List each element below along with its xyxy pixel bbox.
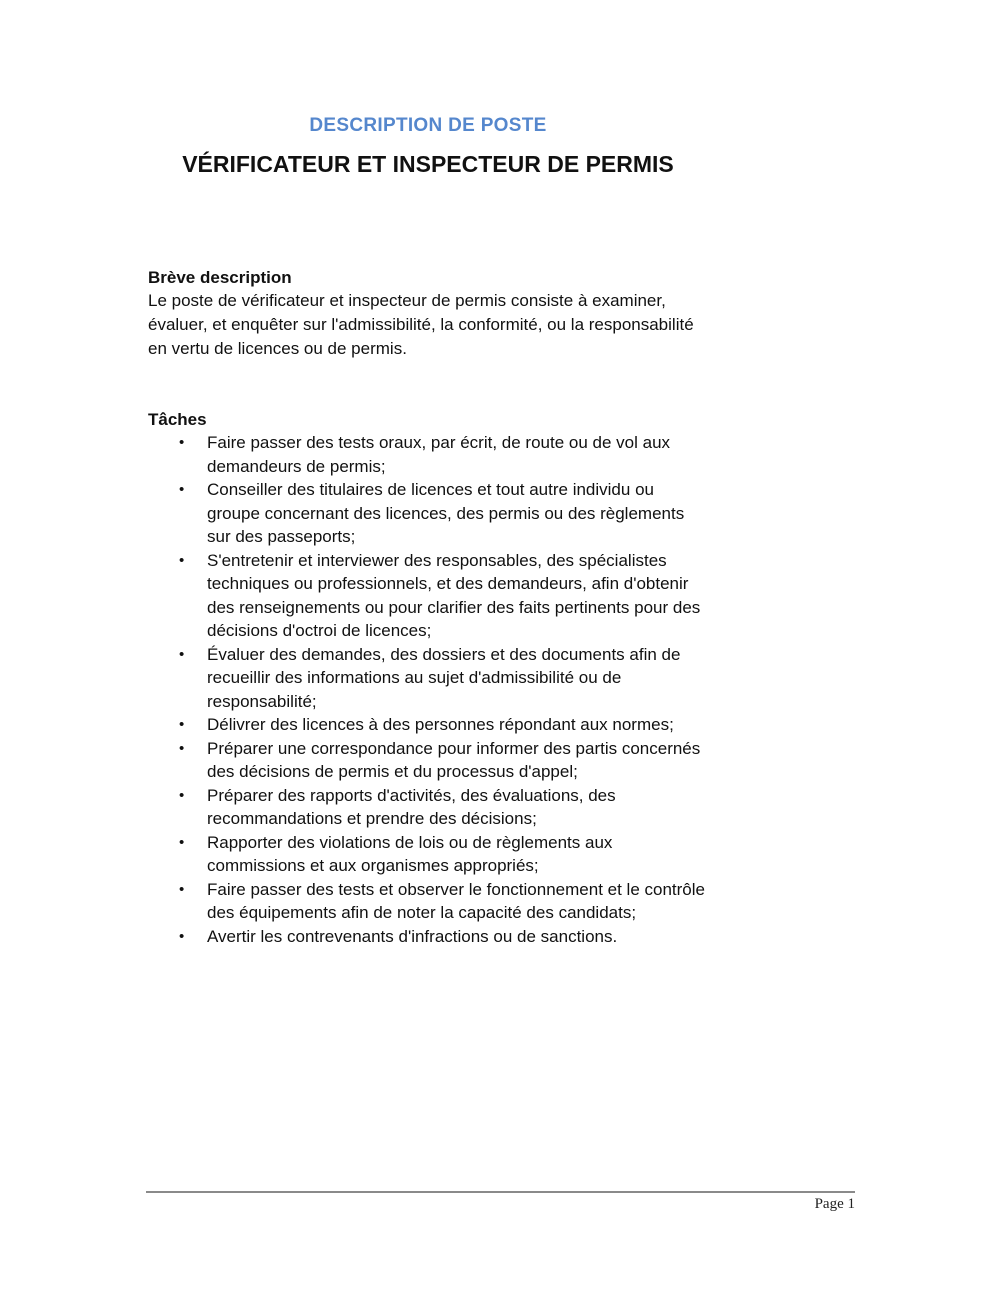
page-number: Page 1 [814,1196,855,1212]
bullet-icon: • [179,880,185,898]
task-text: Conseiller des titulaires de licences et tout autre individu ou groupe concernant des licences, des permis ou des règlements sur des passeports; [207,480,685,546]
bullet-icon: • [179,481,185,498]
task-text: S'entretenir et interviewer des responsables, des spécialistes techniques ou professionnels, et des demandeurs, afin d'obtenir des renseignements ou pour clarifier des faits pertinents pour des décisions d'octroi de licences; [207,550,701,640]
task-item [148,549,708,643]
task-text: Délivrer des licences à des personnes répondant aux normes; [207,715,674,734]
bullet-icon: • [179,786,185,804]
brief-description-text: Le poste de vérificateur et inspecteur de permis consiste à examiner, évaluer, et enquêter sur l'admissibilité, la conformité, ou la responsabilité en vertu de licences ou de permis. [148,291,694,358]
brief-description-heading: Brève description [148,268,292,287]
tasks-section [148,408,708,948]
bullet-icon: • [179,645,185,663]
task-item [148,643,708,714]
task-text: Préparer une correspondance pour informer des partis concernés des décisions de permis et du processus d'appel; [207,738,701,781]
task-item [148,925,708,949]
bullet-icon: • [179,551,185,569]
task-item [148,737,708,784]
task-text: Faire passer des tests et observer le fonctionnement et le contrôle des équipements afin de noter la capacité des candidats; [207,879,705,922]
task-text: Rapporter des violations de lois ou de règlements aux commissions et aux organismes appropriés; [207,832,613,875]
task-text: Évaluer des demandes, des dossiers et des documents afin de recueillir des informations au sujet d'admissibilité ou de responsabilité; [207,644,681,711]
page-footer [146,1191,855,1213]
task-item [148,831,708,878]
task-item [148,713,708,737]
task-text: Avertir les contrevenants d'infractions ou de sanctions. [207,926,618,946]
document-subtitle: DESCRIPTION DE POSTE [309,115,547,136]
task-item [148,784,708,831]
bullet-icon: • [179,927,185,945]
tasks-list [148,431,708,948]
document-title: VÉRIFICATEUR ET INSPECTEUR DE PERMIS [182,151,674,177]
tasks-heading: Tâches [148,410,207,429]
bullet-icon: • [179,833,185,851]
task-item [148,478,708,549]
task-item [148,431,708,478]
document-header [148,0,708,178]
task-item [148,878,708,925]
task-text: Faire passer des tests oraux, par écrit, de route ou de vol aux demandeurs de permis; [207,433,671,476]
bullet-icon: • [179,739,185,757]
footer-divider [146,1191,855,1193]
task-text: Préparer des rapports d'activités, des évaluations, des recommandations et prendre des décisions; [207,785,616,828]
brief-description-section [148,266,708,361]
bullet-icon: • [179,716,185,733]
bullet-icon: • [179,434,185,451]
